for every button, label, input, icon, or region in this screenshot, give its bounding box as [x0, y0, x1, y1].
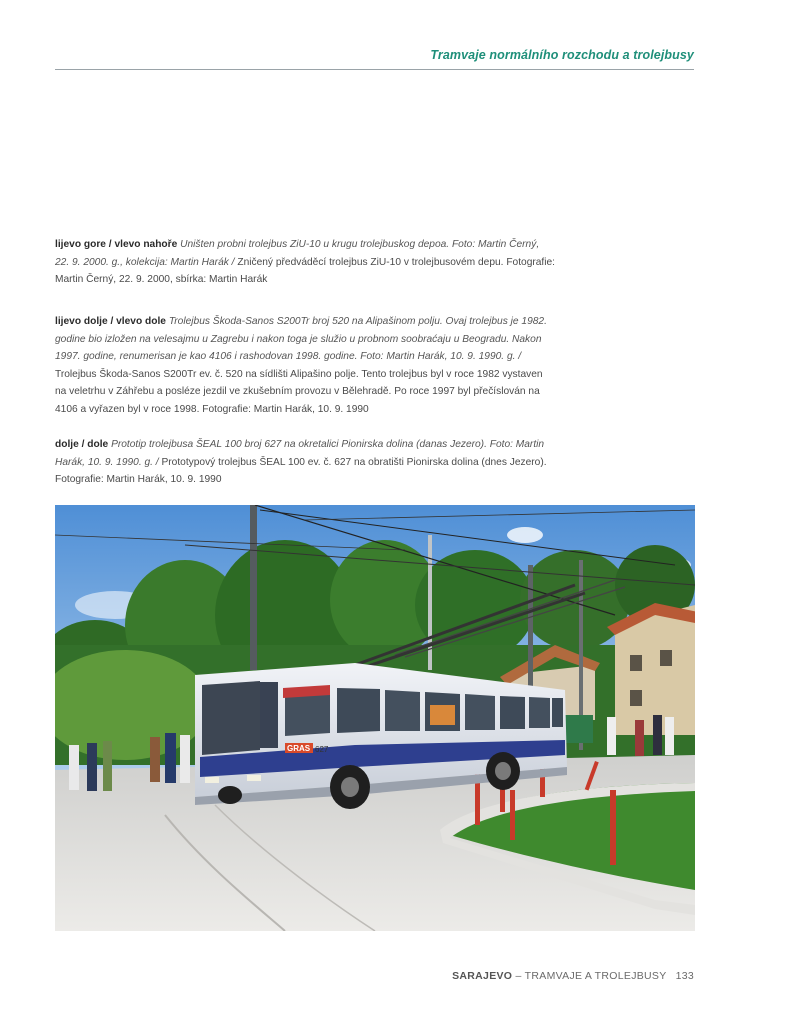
caption-translation: Zničený předváděcí trolejbus ZiU-10 v trolejbusovém depu. Fotografie: Martin Černý, 22. 9. 2000, sbírka: Martin Harák	[55, 256, 556, 286]
header-divider	[55, 69, 694, 70]
caption-bottom-left	[55, 313, 555, 419]
caption-lead: dolje / dole	[55, 439, 109, 450]
caption-translation: Trolejbus Škoda-Sanos S200Tr ev. č. 520 na sídlišti Alipašino polje. Tento trolejbus byl v roce 1982 vystaven na veletrhu v Záhřebu a posléze jezdil ve zkušebním provozu v Bělehradě. Po roce 1997 byl přečíslován na 4106 a vyřazen byl v roce 1998. Fotografie: Martin Harák, 10. 9. 1990	[55, 368, 543, 415]
running-header: Tramvaje normálního rozchodu a trolejbusy	[430, 48, 694, 62]
footer-city: SARAJEVO	[452, 970, 513, 982]
caption-top-left	[55, 236, 555, 289]
caption-translation: Prototypový trolejbus ŠEAL 100 ev. č. 627 na obratišti Pionirska dolina (dnes Jezero). Fotografie: Martin Harák, 10. 9. 1990	[55, 456, 547, 486]
page-footer	[452, 970, 694, 982]
caption-lead: lijevo gore / vlevo nahoře	[55, 239, 178, 250]
caption-bottom	[55, 436, 555, 489]
footer-section: – TRAMVAJE A TROLEJBUSY	[515, 970, 667, 982]
bus-logo: GRAS	[287, 744, 311, 753]
caption-original: Prototip trolejbusa ŠEAL 100 broj 627 na okretalici Pionirska dolina (danas Jezero). Foto: Martin Harák, 10. 9. 1990. g. /	[55, 439, 545, 468]
caption-lead: lijevo dolje / vlevo dole	[55, 316, 166, 327]
bus-fleet-number: 627	[315, 745, 329, 754]
trolleybus-photo	[55, 505, 695, 931]
caption-original: Trolejbus Škoda-Sanos S200Tr broj 520 na Alipašinom polju. Ovaj trolejbus je 1982. godine bio izložen na velesajmu u Zagrebu i nakon toga je služio u probnom soobraćaju u Beogradu. Nakon 1997. godine, renumerisan je kao 4106 i rashodovan 1998. godine. Foto: Martin Harák, 10. 9. 1990. g. /	[55, 316, 547, 363]
caption-original: Uništen probni trolejbus ZiU-10 u krugu trolejbuskog depoa. Foto: Martin Černý, 22. 9. 2000. g., kolekcija: Martin Harák /	[55, 239, 540, 268]
page-number: 133	[675, 970, 694, 982]
